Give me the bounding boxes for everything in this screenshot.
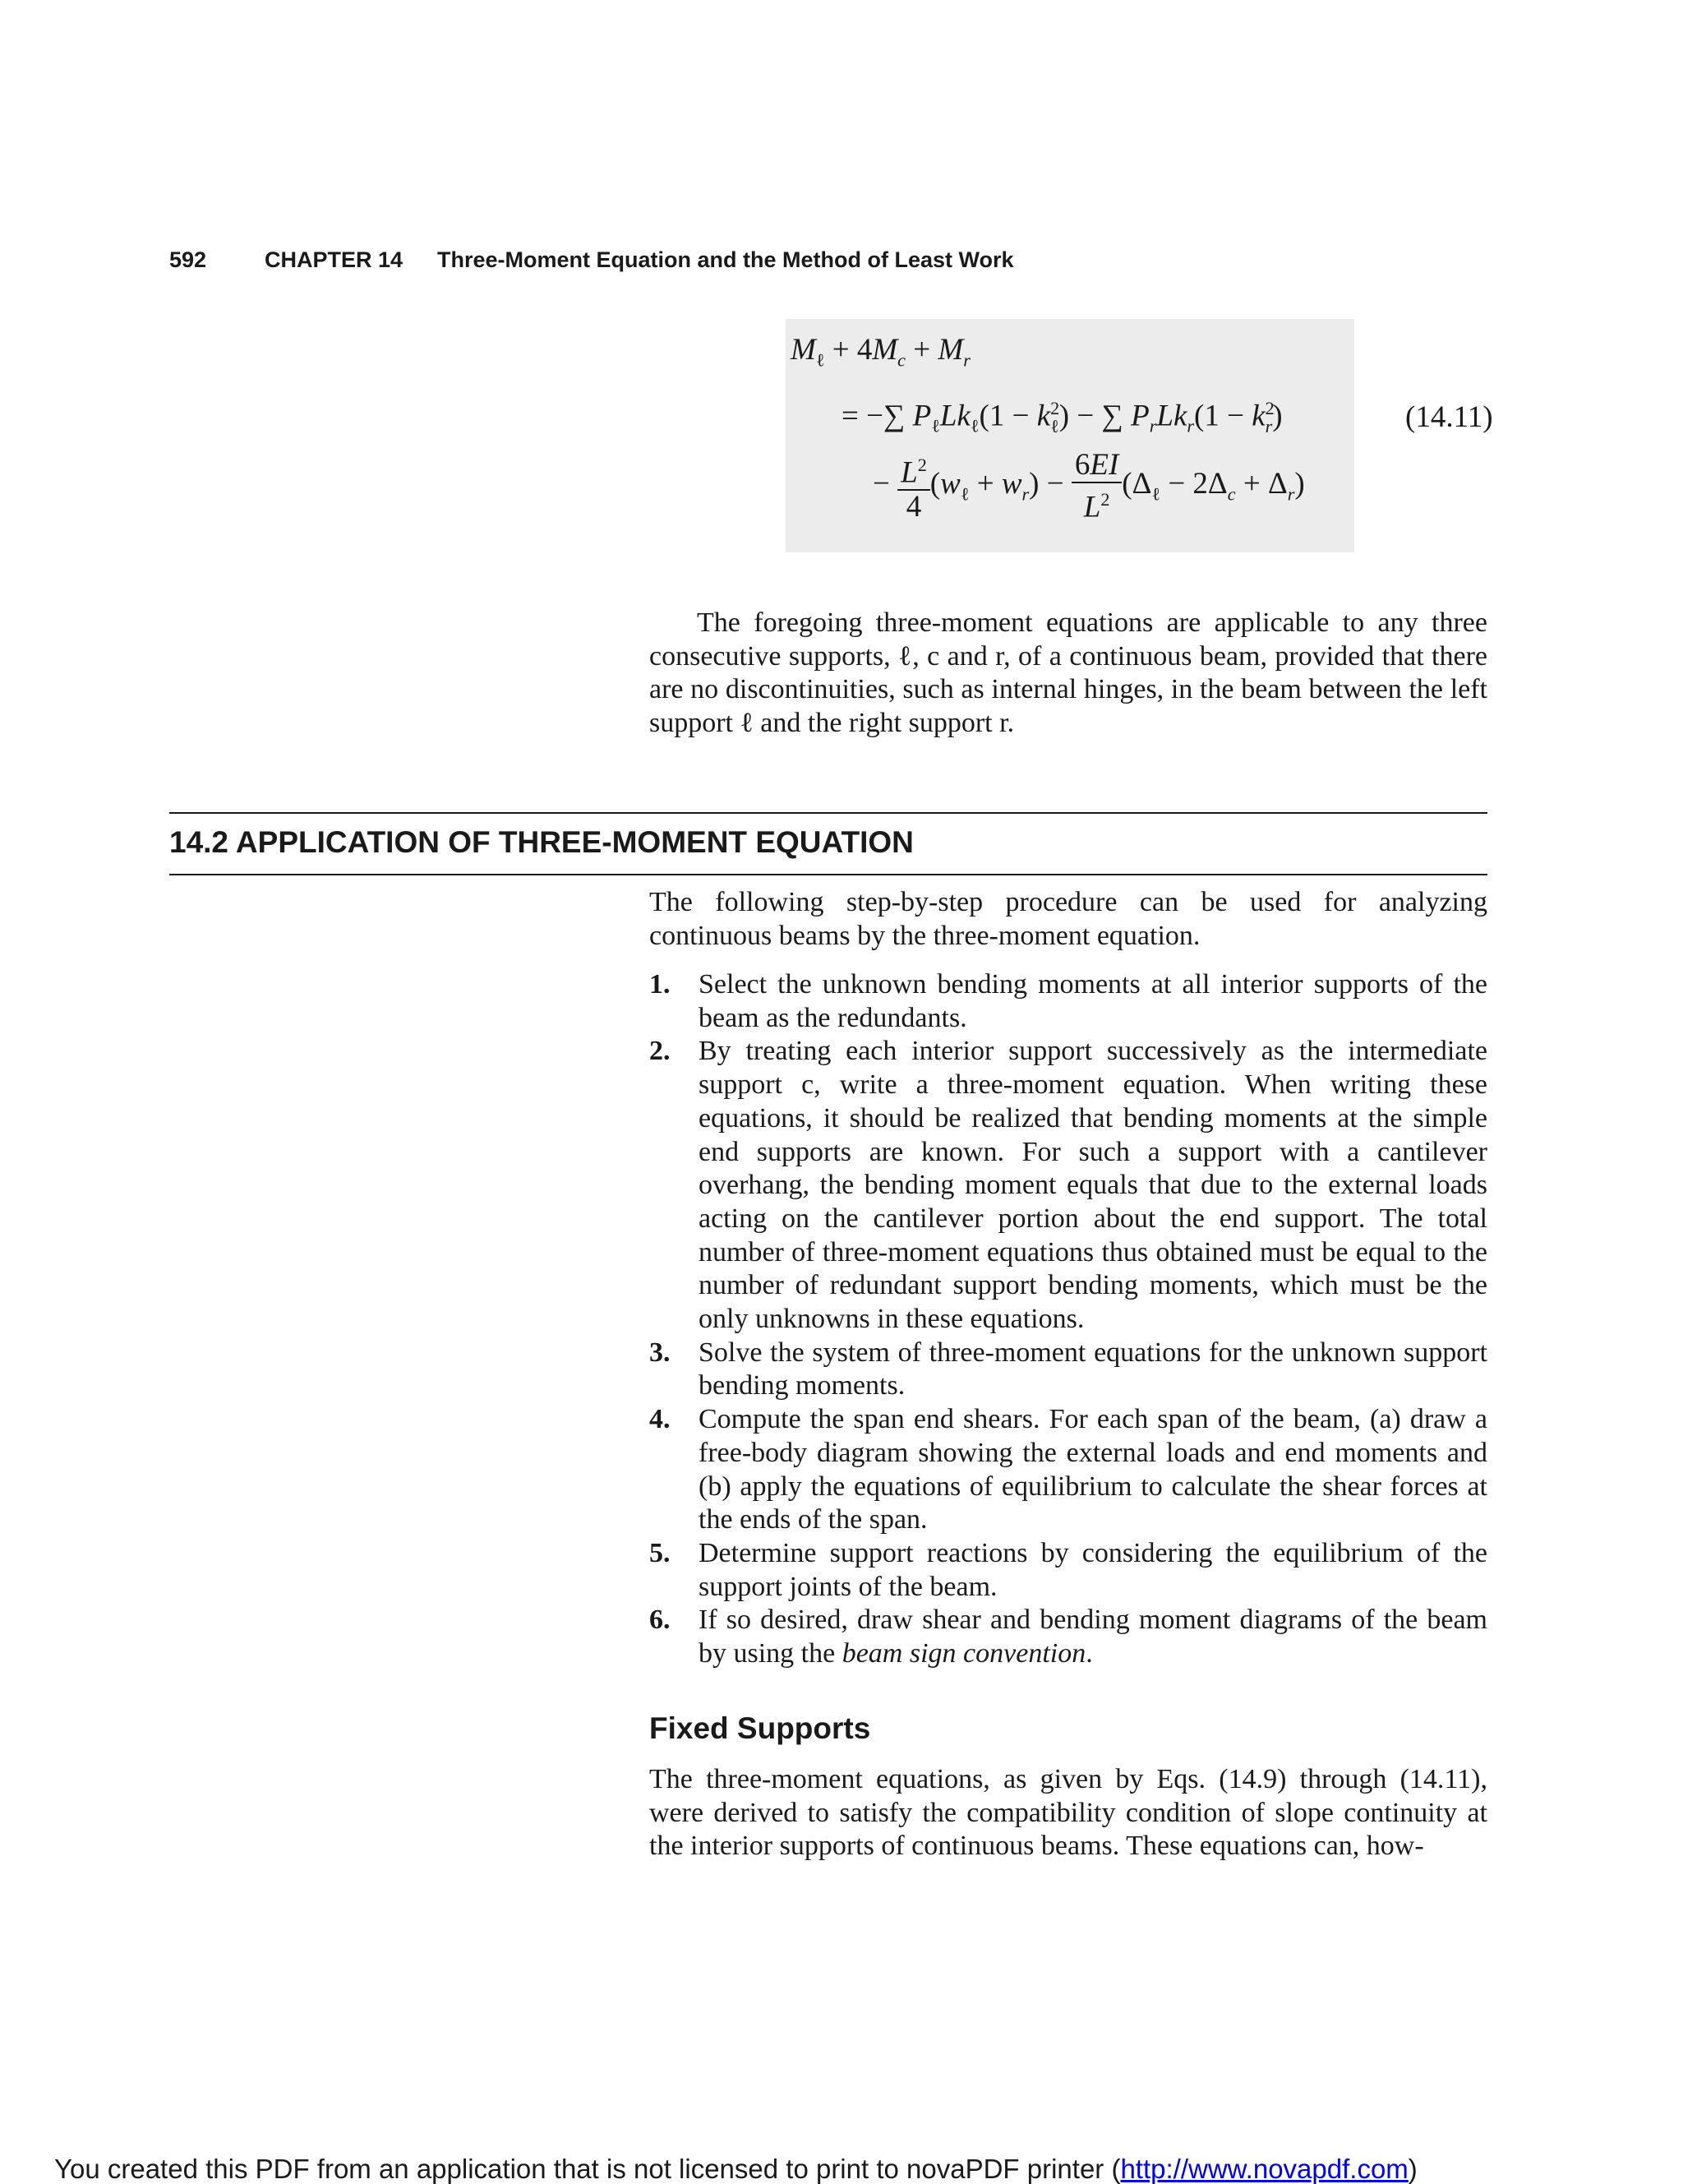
chapter-title: Three-Moment Equation and the Method of Least Work bbox=[437, 247, 1014, 272]
section-rule-top bbox=[169, 812, 1487, 814]
equation-line-3: − $\frac{L^2}{4}$ $(w_\ell + w_r)$ − $\frac{6EI}{L^2}$ $(\Delta_\ell - 2\Delta_c + \Delta_r)$ bbox=[873, 448, 1305, 524]
step-number: 4. bbox=[649, 1404, 671, 1435]
list-item bbox=[649, 1337, 1487, 1403]
footer-text: You created this PDF from an application that is not licensed to print to novaPDF printer ( bbox=[54, 2154, 1121, 2184]
step-text: Compute the span end shears. For each span of the beam, (a) draw a free-body diagram showing the external loads and end moments and (b) apply the equations of equilibrium to calculate the shear forces at the ends of the span. bbox=[699, 1404, 1487, 1535]
step-text bbox=[699, 1605, 1487, 1669]
section-title: 14.2 APPLICATION OF THREE-MOMENT EQUATION bbox=[169, 825, 914, 859]
step-number: 2. bbox=[649, 1036, 671, 1067]
list-item bbox=[649, 968, 1487, 1035]
step-number: 6. bbox=[649, 1605, 671, 1636]
footer-close: ) bbox=[1408, 2154, 1418, 2184]
page-number: 592 bbox=[169, 247, 207, 272]
step-text-part: If so desired, draw shear and bending moment diagrams of the beam by using the bbox=[699, 1605, 1487, 1669]
equation-number: (14.11) bbox=[1405, 400, 1493, 434]
step-text: Determine support reactions by considering the equilibrium of the support joints of the beam. bbox=[699, 1537, 1487, 1602]
step-text: Select the unknown bending moments at all interior supports of the beam as the redundants. bbox=[699, 969, 1487, 1033]
section-rule-bottom bbox=[169, 874, 1487, 875]
step-number: 3. bbox=[649, 1337, 671, 1368]
equation-box bbox=[786, 319, 1354, 552]
list-item bbox=[649, 1604, 1487, 1670]
chapter-label: CHAPTER 14 bbox=[265, 247, 403, 272]
section-intro: The following step-by-step procedure can be used for analyzing continuous beams by the three-moment equation. bbox=[649, 887, 1487, 951]
equation-line-2: = −∑ $P_\ell Lk_\ell(1 - k^2_\ell)$ − ∑ $P_rLk_r(1 - k^2_r)$ bbox=[842, 398, 1283, 436]
novapdf-link[interactable]: http://www.novapdf.com bbox=[1120, 2154, 1409, 2184]
paragraph-applicability: The foregoing three-moment equations are applicable to any three consecutive supports, ℓ, c and r, of a continuous beam, provided that there are no discontinuities, such as internal hinges, in the beam between the left support ℓ and the right support r. bbox=[649, 607, 1487, 739]
step-number: 1. bbox=[649, 969, 671, 1000]
novapdf-footer bbox=[54, 2155, 1418, 2182]
step-text-italic: beam sign convention bbox=[842, 1638, 1086, 1669]
equation-line-1: $M_\ell + 4M_c + M_r$ bbox=[791, 333, 971, 371]
step-text: By treating each interior support successively as the intermediate support c, write a three-moment equation. When writing these equations, it should be realized that bending moments at the simple end supports are known. For such a support with a cantilever overhang, the bending moment equals that due to the external loads acting on the cantilever portion about the end support. The total number of three-moment equations thus obtained must be equal to the number of redundant support bending moments, which must be the only unknowns in these equations. bbox=[699, 1036, 1487, 1335]
step-number: 5. bbox=[649, 1537, 671, 1568]
subsection-paragraph: The three-moment equations, as given by Eqs. (14.9) through (14.11), were derived to satisfy the compatibility condition of slope continuity at the interior supports of continuous beams. These equations can, how- bbox=[649, 1764, 1487, 1862]
step-text-part: . bbox=[1086, 1638, 1093, 1669]
list-item bbox=[649, 1035, 1487, 1336]
list-item bbox=[649, 1537, 1487, 1604]
procedure-list bbox=[649, 968, 1487, 1671]
subsection-title: Fixed Supports bbox=[649, 1711, 871, 1745]
step-text: Solve the system of three-moment equations for the unknown support bending moments. bbox=[699, 1337, 1487, 1401]
list-item bbox=[649, 1403, 1487, 1537]
